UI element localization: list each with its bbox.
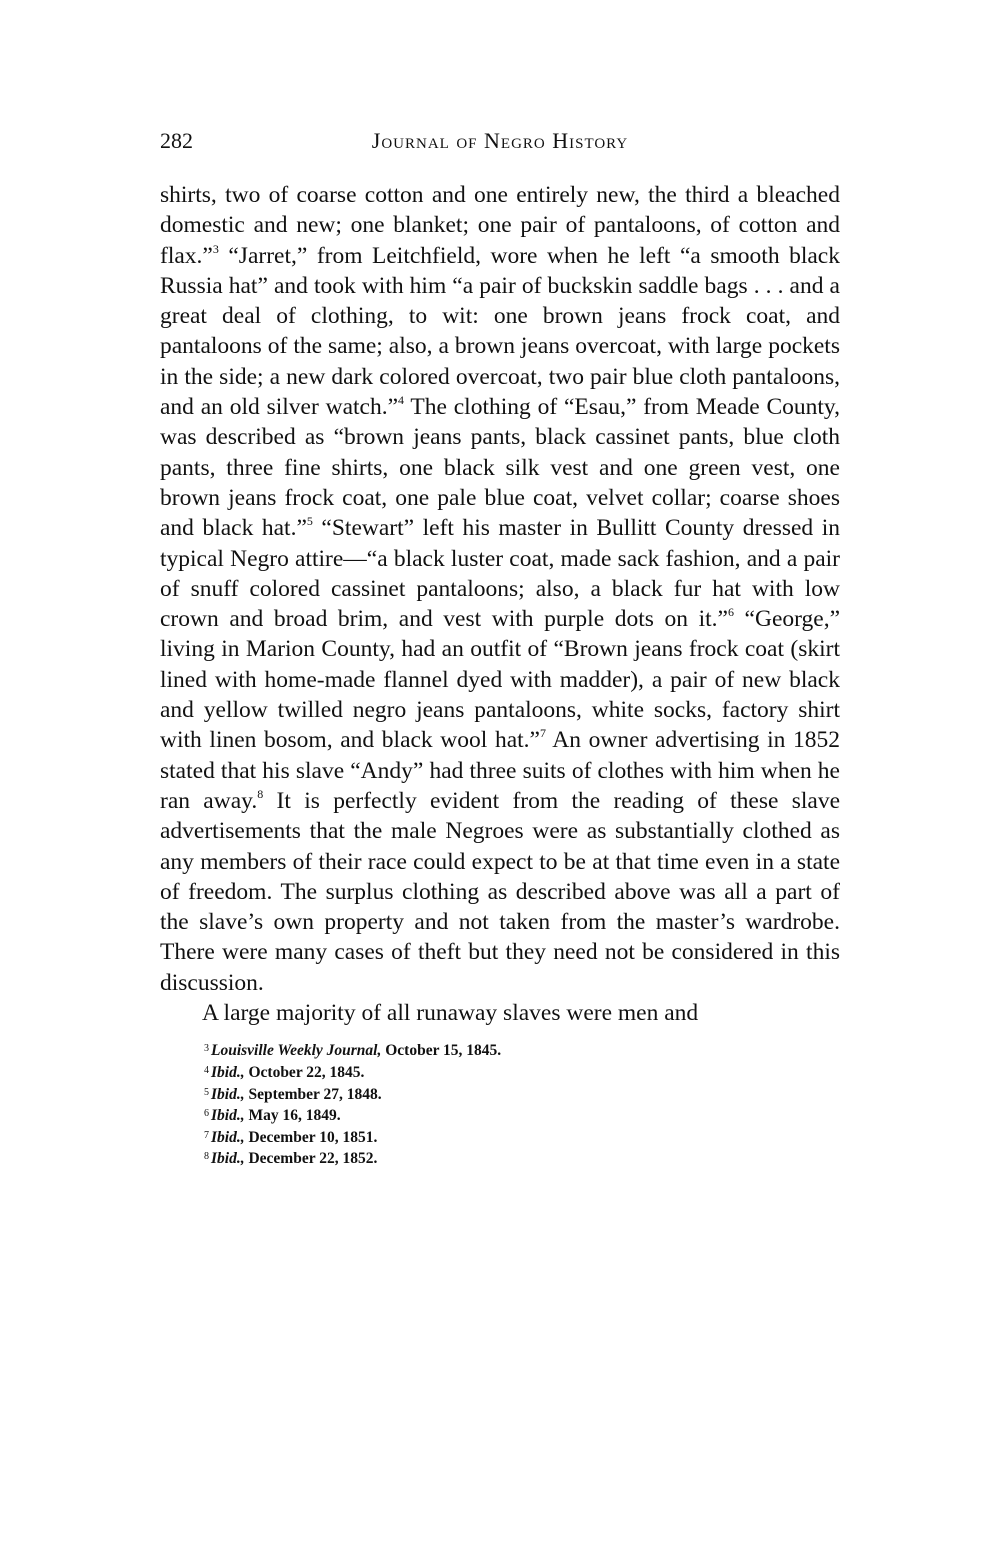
footnote-source: Louisville Weekly Journal, <box>211 1042 382 1060</box>
footnote-source: Ibid., <box>211 1107 245 1125</box>
footnote-number: 5 <box>204 1086 209 1098</box>
footnote-marker: 4 <box>398 393 405 408</box>
footnote-source: Ibid., <box>211 1063 245 1081</box>
page-header <box>160 128 840 158</box>
footnote <box>204 1105 840 1127</box>
text-run: The clothing of “Esau,” from Meade County, was described as “brown jeans pants, black cassinet pants, blue cloth pants, three fine shirts, one black silk vest and one green vest, one brown jeans frock coat, one pale blue coat, velvet collar; coarse shoes and black hat.” <box>160 394 840 542</box>
text-run: It is perfectly evident from the reading of these slave advertisements that the male Negroes were as substantially clothed as any members of their race could expect to be at that time even in a state of freedom. The surplus clothing as described above was all a part of the slave’s own property and not taken from the master’s wardrobe. There were many cases of theft but they need not be considered in this discussion. <box>160 787 841 996</box>
footnote-date: October 22, 1845. <box>244 1063 365 1081</box>
running-head: Journal of Negro History <box>371 128 629 153</box>
footnote <box>204 1062 840 1084</box>
text-run: “Jarret,” from Leitchfield, wore when he left “a smooth black Russia hat” and took with him “a pair of buckskin saddle bags . . . and a great deal of clothing, to wit: one brown jeans frock coat, and pantaloons of the same; also, a brown jeans overcoat, with large pockets in the side; a new dark colored overcoat, two pair blue cloth pantaloons, and an old silver watch.” <box>160 242 840 421</box>
footnotes <box>160 1040 840 1170</box>
body-text <box>160 180 840 1028</box>
footnote <box>204 1148 840 1170</box>
page-number: 282 <box>160 128 193 153</box>
footnote-source: Ibid., <box>211 1128 245 1146</box>
footnote-marker: 5 <box>306 514 313 529</box>
footnote <box>204 1127 840 1149</box>
paragraph-2: A large majority of all runaway slaves were men and <box>202 1000 699 1027</box>
footnote-marker: 8 <box>257 786 264 801</box>
footnote-number: 3 <box>204 1043 209 1055</box>
footnote-date: September 27, 1848. <box>244 1085 382 1103</box>
footnote-number: 7 <box>204 1129 209 1141</box>
footnote-date: October 15, 1845. <box>381 1042 502 1060</box>
footnote <box>204 1084 840 1106</box>
text-run: shirts, two of coarse cotton and one entirely new, the third a bleached domestic and new; one blanket; one pair of pantaloons, of cotton and flax.” <box>160 182 840 269</box>
footnote-number: 8 <box>204 1151 209 1163</box>
footnote-marker: 6 <box>727 605 734 620</box>
text-run: An owner advertising in 1852 stated that his slave “Andy” had three suits of clothes with him when he ran away. <box>160 727 840 814</box>
footnote-number: 6 <box>204 1108 209 1120</box>
footnote-source: Ibid., <box>211 1150 245 1168</box>
footnote-date: December 10, 1851. <box>244 1128 378 1146</box>
footnote-date: May 16, 1849. <box>244 1107 341 1125</box>
footnote-number: 4 <box>204 1064 209 1076</box>
footnote-date: December 22, 1852. <box>244 1150 378 1168</box>
text-run: “Stewart” left his master in Bullitt County dressed in typical Negro attire—“a black luster coat, made sack fashion, and a pair of snuff colored cassinet pantaloons; also, a black fur hat with low crown and broad brim, and vest with purple dots on it.” <box>160 515 840 633</box>
footnote-source: Ibid., <box>211 1085 245 1103</box>
text-run: “George,” living in Marion County, had an outfit of “Brown jeans frock coat (skirt lined with home-made flannel dyed with madder), a pair of new black and yellow twilled negro jeans pantaloons, white socks, factory shirt with linen bosom, and black wool hat.” <box>160 606 841 754</box>
paragraph-1 <box>160 180 840 998</box>
footnote-marker: 7 <box>539 726 546 741</box>
footnote-marker: 3 <box>212 241 219 256</box>
page <box>160 128 840 1170</box>
footnote <box>204 1040 840 1062</box>
